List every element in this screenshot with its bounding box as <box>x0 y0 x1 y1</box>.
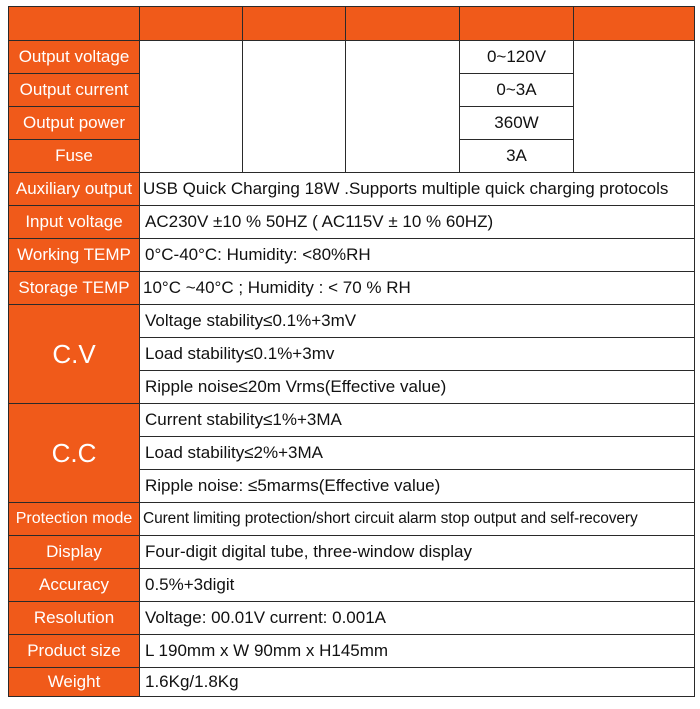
output-voltage-label: Output voltage <box>9 41 140 74</box>
storage-temp-label: Storage TEMP <box>9 272 140 305</box>
cv-item: Load stability≤0.1%+3mv <box>140 338 695 371</box>
cv-label: C.V <box>9 305 140 404</box>
resolution-label: Resolution <box>9 602 140 635</box>
fuse-label: Fuse <box>9 140 140 173</box>
empty-model-cell <box>346 41 460 173</box>
empty-model-cell <box>243 41 346 173</box>
output-current-value: 0~3A <box>460 74 574 107</box>
table-row <box>9 503 695 536</box>
cc-label: C.C <box>9 404 140 503</box>
display-value: Four-digit digital tube, three-window display <box>140 536 695 569</box>
input-voltage-value: AC230V ±10 % 50HZ ( AC115V ± 10 % 60HZ) <box>140 206 695 239</box>
auxiliary-output-value: USB Quick Charging 18W .Supports multiple quick charging protocols <box>140 173 695 206</box>
auxiliary-output-label: Auxiliary output <box>9 173 140 206</box>
table-row <box>9 668 695 697</box>
accuracy-label: Accuracy <box>9 569 140 602</box>
protection-mode-label: Protection mode <box>9 503 140 536</box>
header-cell <box>460 7 574 41</box>
cv-item: Ripple noise≤20m Vrms(Effective value) <box>140 371 695 404</box>
product-size-label: Product size <box>9 635 140 668</box>
protection-mode-value: Curent limiting protection/short circuit alarm stop output and self-recovery <box>140 503 695 536</box>
header-row <box>9 7 695 41</box>
cv-item: Voltage stability≤0.1%+3mV <box>140 305 695 338</box>
display-label: Display <box>9 536 140 569</box>
header-cell <box>140 7 243 41</box>
accuracy-value: 0.5%+3digit <box>140 569 695 602</box>
table-row <box>9 305 695 338</box>
header-cell <box>243 7 346 41</box>
table-row <box>9 536 695 569</box>
empty-model-cell <box>574 41 695 173</box>
working-temp-label: Working TEMP <box>9 239 140 272</box>
table-row <box>9 272 695 305</box>
cc-item: Current stability≤1%+3MA <box>140 404 695 437</box>
product-size-value: L 190mm x W 90mm x H145mm <box>140 635 695 668</box>
table-row <box>9 173 695 206</box>
working-temp-value: 0°C-40°C: Humidity: <80%RH <box>140 239 695 272</box>
spec-table <box>8 6 695 697</box>
cc-item: Ripple noise: ≤5marms(Effective value) <box>140 470 695 503</box>
table-row <box>9 635 695 668</box>
fuse-value: 3A <box>460 140 574 173</box>
empty-model-cell <box>140 41 243 173</box>
cc-item: Load stability≤2%+3MA <box>140 437 695 470</box>
header-cell <box>9 7 140 41</box>
output-voltage-value: 0~120V <box>460 41 574 74</box>
table-row <box>9 602 695 635</box>
output-current-label: Output current <box>9 74 140 107</box>
header-cell <box>346 7 460 41</box>
input-voltage-label: Input voltage <box>9 206 140 239</box>
weight-label: Weight <box>9 668 140 697</box>
table-row <box>9 239 695 272</box>
storage-temp-value: 10°C ~40°C ; Humidity : < 70 % RH <box>140 272 695 305</box>
header-cell <box>574 7 695 41</box>
table-row <box>9 206 695 239</box>
table-row <box>9 41 695 74</box>
table-row <box>9 404 695 437</box>
output-power-value: 360W <box>460 107 574 140</box>
resolution-value: Voltage: 00.01V current: 0.001A <box>140 602 695 635</box>
output-power-label: Output power <box>9 107 140 140</box>
weight-value: 1.6Kg/1.8Kg <box>140 668 695 697</box>
table-row <box>9 569 695 602</box>
